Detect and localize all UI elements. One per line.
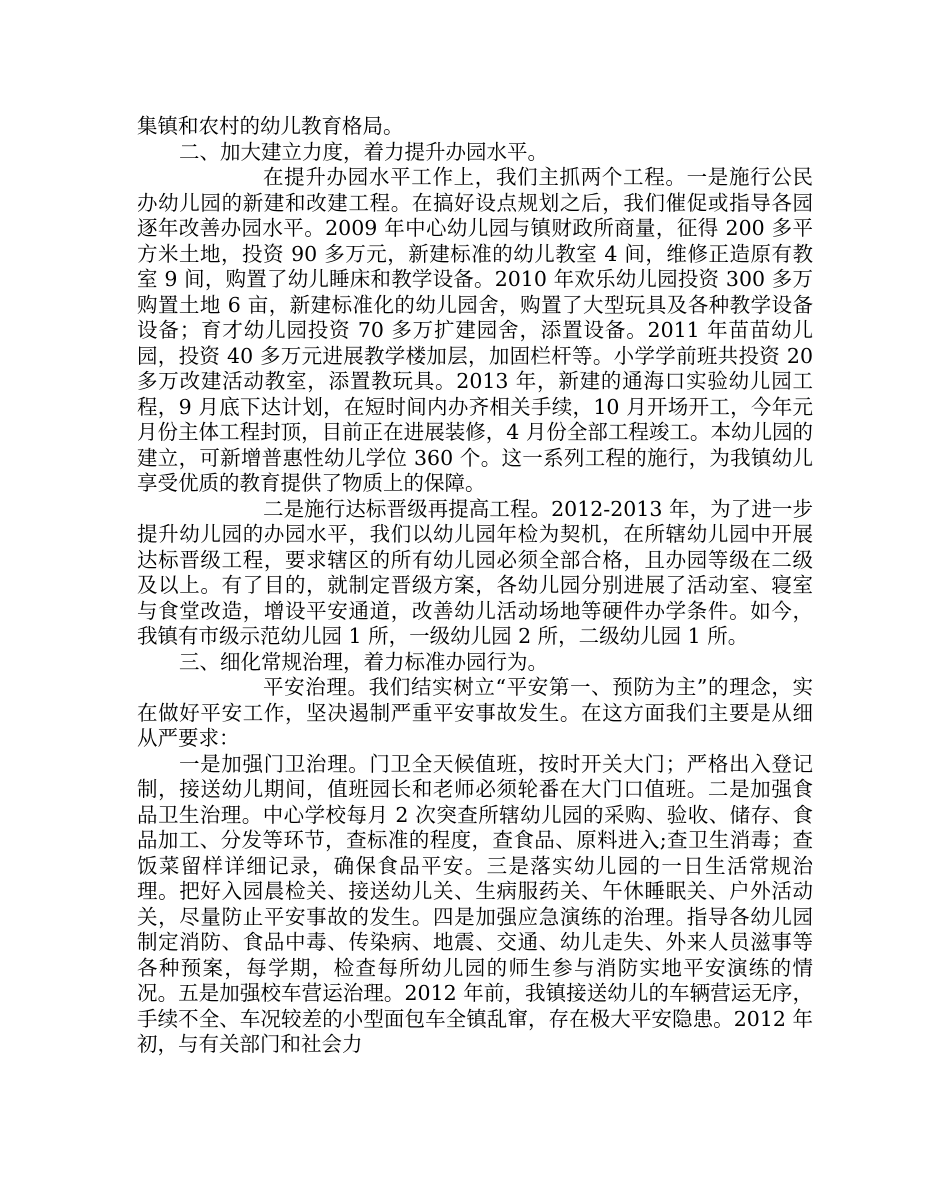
paragraph-safety-measures: 一是加强门卫治理。门卫全天候值班，按时开关大门；严格出入登记制，接送幼儿期间，值班园长和老师必须轮番在大门口值班。二是加强食品卫生治理。中心学校每月 2 次突查所辖幼儿园的采购、验收、储存、食品加工、分发等环节，查标准的程度，查食品、原料进入;查卫生消毒；查饭菜留样详细记录，确保食品平安。三是落实幼儿园的一日生活常规治理。把好入园晨检关、接送幼儿关、生病服药关、午休睡眠关、户外活动关，尽量防止平安事故的发生。四是加强应急演练的治理。指导各幼儿园制定消防、食品中毒、传染病、地震、交通、幼儿走失、外来人员滋事等各种预案，每学期，检查每所幼儿园的师生参与消防实地平安演练的情况。五是加强校车营运治理。2012 年前，我镇接送幼儿的车辆营运无序，手续不全、车况较差的小型面包车全镇乱窜，存在极大平安隐患。2012 年初，与有关部门和社会力 [137,751,813,1056]
paragraph-safety-management: 平安治理。我们结实树立“平安第一、预防为主”的理念，实在做好平安工作，坚决遏制严重平安事故发生。在这方面我们主要是从细从严要求： [137,675,813,750]
section-heading-2: 二、加大建立力度，着力提升办园水平。 [179,139,548,164]
document-body [137,114,813,1058]
paragraph-construction-projects: 在提升办园水平工作上，我们主抓两个工程。一是施行公民办幼儿园的新建和改建工程。在搞好设点规划之后，我们催促或指导各园逐年改善办园水平。2009 年中心幼儿园与镇财政所商量，征得 200 多平方米土地，投资 90 多万元，新建标准的幼儿教室 4 间，维修正造原有教室 9 间，购置了幼儿睡床和教学设备。2010 年欢乐幼儿园投资 300 多万购置土地 6 亩，新建标准化的幼儿园舍，购置了大型玩具及各种教学设备设备；育才幼儿园投资 70 多万扩建园舍，添置设备。2011 年苗苗幼儿园，投资 40 多万元进展教学楼加层，加固栏杆等。小学学前班共投资 20 多万改建活动教室，添置教玩具。2013 年，新建的通海口实验幼儿园工程，9 月底下达计划，在短时间内办齐相关手续，10 月开场开工，今年元月份主体工程封顶，目前正在进展装修，4 月份全部工程竣工。本幼儿园的建立，可新增普惠性幼儿学位 360 个。这一系列工程的施行，为我镇幼儿享受优质的教育提供了物质上的保障。 [137,165,813,495]
paragraph-upgrade-project: 二是施行达标晋级再提高工程。2012-2013 年，为了进一步提升幼儿园的办园水平，我们以幼儿园年检为契机，在所辖幼儿园中开展达标晋级工程，要求辖区的所有幼儿园必须全部合格，且办园等级在二级及以上。有了目的，就制定晋级方案，各幼儿园分别进展了活动室、寝室与食堂改造，增设平安通道，改善幼儿活动场地等硬件办学条件。如今，我镇有市级示范幼儿园 1 所，一级幼儿园 2 所，二级幼儿园 1 所。 [137,496,813,648]
section-heading-3: 三、细化常规治理，着力标准办园行为。 [179,649,548,674]
paragraph-continuation: 集镇和农村的幼儿教育格局。 [137,114,404,138]
